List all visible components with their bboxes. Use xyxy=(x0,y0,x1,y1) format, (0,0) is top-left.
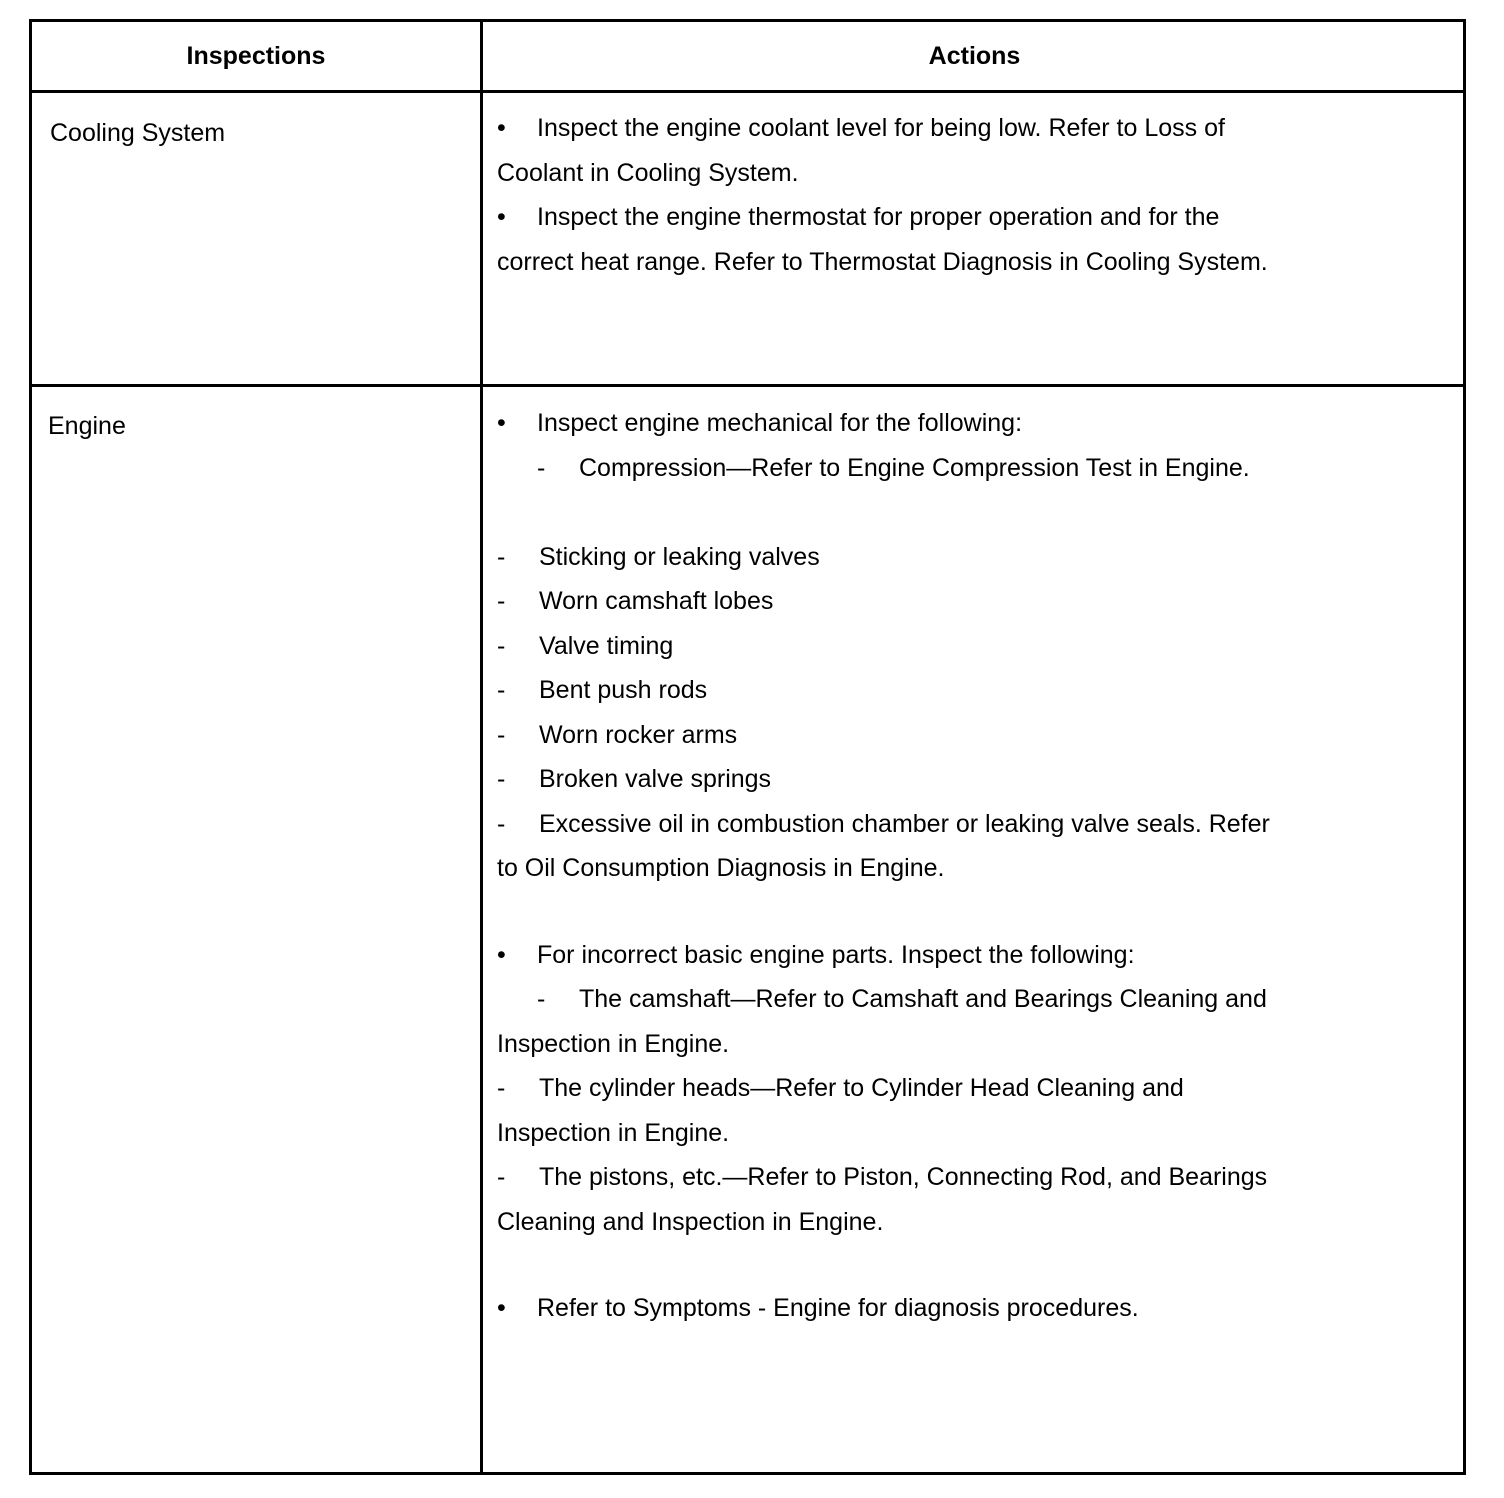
action-text: Inspection in Engine. xyxy=(497,1029,730,1058)
inspection-cooling-system: Cooling System xyxy=(50,119,226,147)
action-text: Refer to Symptoms - Engine for diagnosis procedures. xyxy=(537,1294,1139,1322)
row-divider xyxy=(32,384,1463,387)
dash-marker: - xyxy=(497,587,506,615)
action-text: The cylinder heads—Refer to Cylinder Head Cleaning and xyxy=(539,1074,1184,1102)
action-line xyxy=(497,195,1457,240)
action-line xyxy=(497,802,1457,847)
action-line xyxy=(497,1286,1457,1331)
action-line xyxy=(497,757,1457,802)
dash-marker: - xyxy=(537,985,546,1013)
action-line xyxy=(497,446,1457,491)
bullet-marker: • xyxy=(497,1294,506,1322)
action-text: Worn camshaft lobes xyxy=(539,587,774,615)
dash-marker: - xyxy=(497,631,506,660)
actions-cooling-system xyxy=(497,106,1457,284)
action-text: The pistons, etc.—Refer to Piston, Connecting Rod, and Bearings xyxy=(539,1163,1268,1191)
action-text: Inspect the engine thermostat for proper operation and for the xyxy=(537,203,1220,231)
action-line xyxy=(497,579,1457,624)
action-line xyxy=(497,933,1457,978)
dash-marker: - xyxy=(497,809,506,838)
dash-marker: - xyxy=(497,676,506,704)
header-inspections: Inspections xyxy=(186,41,326,70)
action-text: Valve timing xyxy=(539,631,674,660)
action-line xyxy=(497,1155,1457,1200)
action-text: Inspection in Engine. xyxy=(497,1118,730,1147)
action-text: Excessive oil in combustion chamber or leaking valve seals. Refer xyxy=(539,809,1270,838)
action-line xyxy=(497,713,1457,758)
action-line xyxy=(497,535,1457,580)
action-text: Sticking or leaking valves xyxy=(539,542,820,571)
dash-marker: - xyxy=(497,1074,506,1102)
action-text: For incorrect basic engine parts. Inspect the following: xyxy=(537,940,1135,969)
dash-marker: - xyxy=(497,542,506,571)
action-line xyxy=(497,151,1457,196)
action-line xyxy=(497,1022,1457,1067)
action-line xyxy=(497,668,1457,713)
action-line xyxy=(497,1066,1457,1111)
bullet-marker: • xyxy=(497,940,506,969)
bullet-marker: • xyxy=(497,203,506,231)
dash-marker: - xyxy=(497,720,506,749)
inspection-table xyxy=(29,19,1466,1475)
action-text: Broken valve springs xyxy=(539,765,772,793)
action-line xyxy=(497,1200,1457,1245)
action-line xyxy=(497,401,1457,446)
action-line xyxy=(497,240,1457,285)
header-divider xyxy=(32,90,1463,93)
action-line xyxy=(497,977,1457,1022)
action-text: Coolant in Cooling System. xyxy=(497,158,799,187)
actions-engine xyxy=(497,401,1457,1331)
action-text: The camshaft—Refer to Camshaft and Bearings Cleaning and xyxy=(579,985,1267,1013)
action-text: Cleaning and Inspection in Engine. xyxy=(497,1207,884,1236)
bullet-marker: • xyxy=(497,409,506,437)
action-line xyxy=(497,1111,1457,1156)
action-text: correct heat range. Refer to Thermostat Diagnosis in Cooling System. xyxy=(497,247,1268,276)
action-line xyxy=(497,106,1457,151)
dash-marker: - xyxy=(537,453,546,482)
action-text: to Oil Consumption Diagnosis in Engine. xyxy=(497,854,945,882)
dash-marker: - xyxy=(497,765,506,793)
dash-marker: - xyxy=(497,1163,506,1191)
action-text: Bent push rods xyxy=(539,676,708,704)
action-line xyxy=(497,846,1457,891)
action-text: Worn rocker arms xyxy=(539,720,738,749)
action-text: Inspect engine mechanical for the following: xyxy=(537,409,1023,437)
bullet-marker: • xyxy=(497,114,506,142)
action-text: Inspect the engine coolant level for being low. Refer to Loss of xyxy=(537,114,1225,142)
action-text: Compression—Refer to Engine Compression Test in Engine. xyxy=(579,453,1250,482)
inspection-engine: Engine xyxy=(48,412,126,440)
action-line xyxy=(497,624,1457,669)
column-divider xyxy=(480,22,483,1472)
header-actions: Actions xyxy=(928,41,1021,70)
